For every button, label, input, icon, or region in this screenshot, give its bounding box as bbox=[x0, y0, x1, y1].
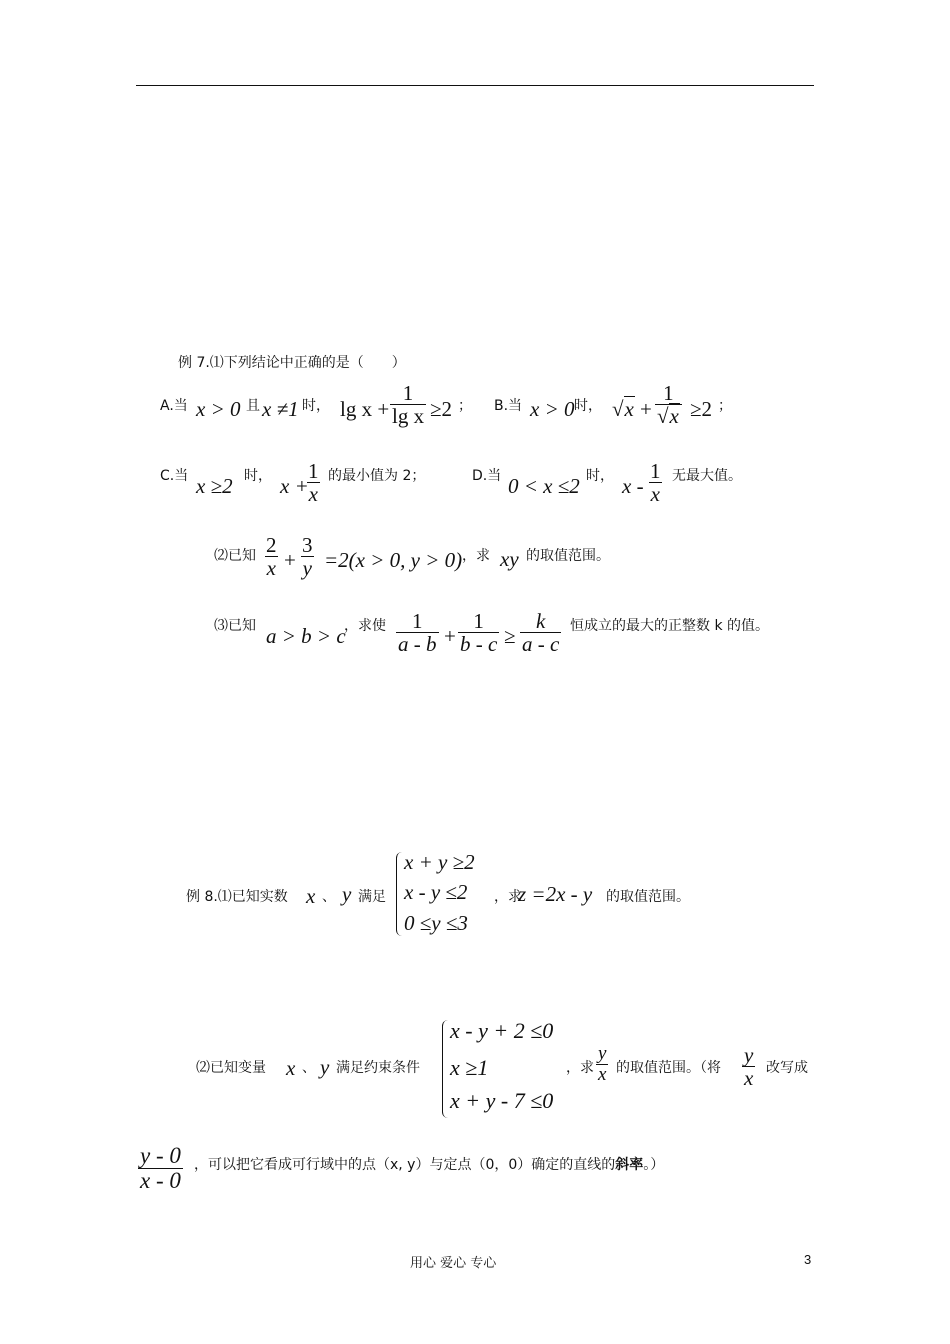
ex8-part2-den2: x bbox=[744, 1066, 754, 1091]
option-d-expr: x - bbox=[622, 474, 644, 498]
option-c-num: 1 bbox=[308, 459, 319, 483]
ex7-part3-label: ⑶已知 bbox=[214, 618, 256, 634]
ex7-part3-den1: a - b bbox=[398, 632, 437, 657]
option-a-ge: ≥2 bbox=[430, 397, 453, 421]
option-c-text: 的最小值为 2； bbox=[328, 468, 426, 484]
ex7-part3-den3: a - c bbox=[522, 632, 560, 657]
option-d-cond: 0 < x ≤2 bbox=[508, 474, 580, 498]
option-c-when: 时， bbox=[244, 468, 272, 484]
ex8-part2-ineq2: x ≥1 bbox=[450, 1055, 489, 1080]
ex8-part1-z: z =2x - y bbox=[518, 882, 593, 906]
ex7-part2-xy: xy bbox=[500, 547, 519, 571]
ex7-part2-frac2 bbox=[300, 534, 315, 579]
ex8-part2-brace bbox=[442, 1020, 449, 1118]
ex7-part2-end: 的取值范围。 bbox=[526, 548, 610, 564]
option-b-sqrt: √x bbox=[612, 397, 634, 421]
option-a-num: 1 bbox=[402, 381, 414, 405]
ex7-part3-frac2 bbox=[458, 610, 499, 655]
ex7-part3-end: 恒成立的最大的正整数 k 的值。 bbox=[570, 618, 770, 634]
ex8-part2-ineq1: x - y + 2 ≤0 bbox=[450, 1018, 554, 1043]
option-b-num: 1 bbox=[663, 381, 674, 405]
option-a-expr: lg x + bbox=[340, 397, 390, 421]
page-number: 3 bbox=[804, 1252, 812, 1267]
ex7-part2-num1: 2 bbox=[266, 533, 277, 557]
ex8-part2-label: ⑵已知变量 bbox=[196, 1060, 266, 1076]
option-a-label: A.当 bbox=[160, 398, 188, 414]
option-a-when: 时， bbox=[302, 398, 330, 414]
ex8-part2-den: x bbox=[598, 1063, 607, 1085]
ex8-part2-end2: 改写成 bbox=[766, 1060, 808, 1076]
ex8-part1-ineq3: 0 ≤y ≤3 bbox=[404, 911, 468, 935]
option-d-num: 1 bbox=[650, 459, 661, 483]
option-c-expr: x + bbox=[280, 474, 309, 498]
option-b-label: B.当 bbox=[494, 398, 523, 414]
option-c-label: C.当 bbox=[160, 468, 189, 484]
ex8-part1-sep: 、 bbox=[322, 889, 336, 905]
option-a-end: ； bbox=[458, 398, 472, 414]
option-a-fraction bbox=[390, 382, 426, 427]
option-a-and: 且 bbox=[246, 398, 260, 414]
ex8-part1-ineq2: x - y ≤2 bbox=[404, 880, 468, 904]
option-a-cond2: x ≠1 bbox=[262, 397, 299, 421]
ex7-part3-frac1 bbox=[396, 610, 439, 655]
option-c-fraction bbox=[306, 460, 321, 505]
ex8-part2-frac2 bbox=[742, 1044, 755, 1089]
header-rule bbox=[136, 85, 814, 86]
ex8-part2-slope-num: y - 0 bbox=[140, 1143, 181, 1168]
slope-text: ，可以把它看成可行域中的点（x, y）与定点（0，0）确定的直线的 bbox=[194, 1157, 616, 1173]
ex8-part2-satisfy: 满足约束条件 bbox=[336, 1060, 420, 1076]
ex8-part2-num: y bbox=[598, 1043, 607, 1064]
ex8-part1-y: y bbox=[342, 882, 352, 906]
option-d-den: x bbox=[650, 482, 660, 507]
option-b-plus: + bbox=[640, 397, 652, 421]
option-a-cond1: x > 0 bbox=[196, 397, 241, 421]
ex7-part2-num2: 3 bbox=[302, 533, 313, 557]
ex8-part2-end: 的取值范围。（将 bbox=[616, 1060, 721, 1076]
ex7-part2-condition: =2(x > 0, y > 0) bbox=[324, 548, 463, 572]
ex8-part1-text: ，求 bbox=[494, 889, 522, 905]
ex8-part1-end: 的取值范围。 bbox=[606, 889, 690, 905]
option-a-den: lg x bbox=[392, 404, 425, 429]
ex7-part3-den2: b - c bbox=[460, 632, 498, 657]
ex7-part2-label: ⑵已知 bbox=[214, 548, 256, 564]
ex7-part3-ge: ≥ bbox=[504, 624, 516, 648]
ex8-part1-ineq1: x + y ≥2 bbox=[404, 850, 475, 874]
ex7-part2-den1: x bbox=[266, 556, 276, 581]
option-b-ge: ≥2 bbox=[690, 397, 713, 421]
ex7-part2-den2: y bbox=[302, 556, 312, 581]
option-c-cond: x ≥2 bbox=[196, 474, 233, 498]
option-d-fraction bbox=[648, 460, 663, 505]
ex7-part3-num2: 1 bbox=[473, 609, 484, 633]
option-b-end: ； bbox=[718, 398, 732, 414]
ex7-part3-num1: 1 bbox=[412, 609, 423, 633]
ex7-part3-text: ，求使 bbox=[344, 618, 386, 634]
option-d-text: 无最大值。 bbox=[672, 468, 742, 484]
option-d-when: 时， bbox=[586, 468, 614, 484]
ex7-part2-plus: + bbox=[284, 548, 296, 572]
ex8-part1-x: x bbox=[306, 884, 316, 908]
ex8-part2-ineq3: x + y - 7 ≤0 bbox=[450, 1088, 554, 1113]
ex7-part3-frac3 bbox=[520, 610, 561, 655]
ex7-part3-num3: k bbox=[536, 609, 546, 633]
option-b-when: 时， bbox=[574, 398, 602, 414]
slope-bold: 斜率 bbox=[615, 1157, 644, 1173]
option-b-den: √x bbox=[655, 404, 682, 427]
ex8-part2-slope-frac bbox=[138, 1144, 183, 1193]
ex8-part1-label: 例 8.⑴已知实数 bbox=[186, 889, 288, 905]
option-b-fraction bbox=[655, 382, 682, 427]
ex8-part2-slope-den: x - 0 bbox=[140, 1168, 181, 1194]
ex8-part1-brace bbox=[396, 852, 403, 936]
ex7-part2-text: ，求 bbox=[462, 548, 490, 564]
ex7-title: 例 7.⑴下列结论中正确的是（ ） bbox=[178, 355, 406, 371]
ex8-part2-num2: y bbox=[744, 1043, 754, 1067]
ex8-part2-slope-text bbox=[194, 1154, 664, 1174]
ex8-part1-satisfy: 满足 bbox=[358, 889, 386, 905]
footer-motto: 用心 爱心 专心 bbox=[410, 1256, 497, 1271]
option-c-den: x bbox=[308, 482, 318, 507]
ex8-part2-sep: 、 bbox=[302, 1060, 316, 1076]
ex8-part2-frac bbox=[596, 1044, 608, 1085]
option-d-label: D.当 bbox=[472, 468, 502, 484]
ex7-part2-frac1 bbox=[264, 534, 279, 579]
ex8-part2-y: y bbox=[320, 1055, 330, 1079]
ex8-part2-text: ，求 bbox=[566, 1060, 594, 1076]
slope-end: 。） bbox=[643, 1157, 665, 1173]
ex7-part3-cond: a > b > c bbox=[266, 624, 346, 648]
ex8-part2-x: x bbox=[286, 1056, 296, 1080]
ex7-part3-plus: + bbox=[444, 624, 456, 648]
option-b-cond: x > 0 bbox=[530, 397, 575, 421]
